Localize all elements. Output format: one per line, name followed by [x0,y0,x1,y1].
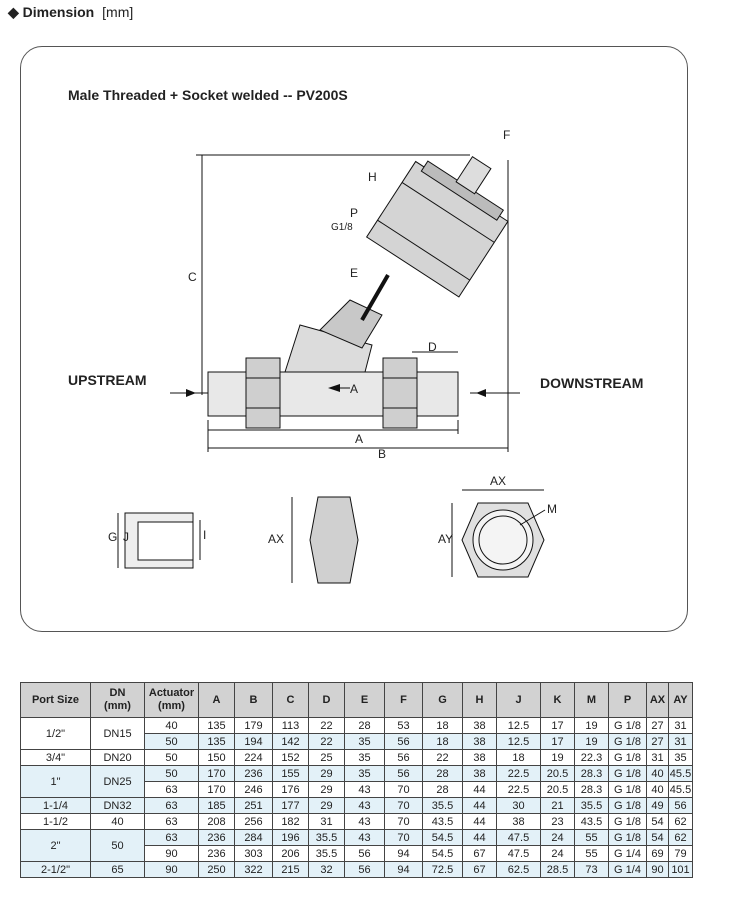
table-cell: 22 [309,718,345,734]
table-cell: 284 [235,830,273,846]
table-cell: G 1/8 [609,718,647,734]
table-cell: 50 [145,750,199,766]
table-cell: 28 [345,718,385,734]
heading-title: Dimension [22,4,95,20]
table-cell: 142 [273,734,309,750]
column-header: C [273,683,309,718]
table-cell: 21 [541,798,575,814]
table-cell: 67 [463,862,497,878]
table-cell: 18 [423,718,463,734]
table-cell: 194 [235,734,273,750]
table-cell: 38 [463,766,497,782]
heading-unit: [mm] [102,4,134,20]
table-cell: 47.5 [497,830,541,846]
table-cell: G 1/8 [609,750,647,766]
table-cell: 152 [273,750,309,766]
dim-label-p: P [350,206,359,220]
table-cell: 56 [385,766,423,782]
table-cell: 56 [345,846,385,862]
dim-label-j: J [123,530,129,544]
actuator [367,132,527,297]
column-header: AY [669,683,693,718]
downstream-label: DOWNSTREAM [540,375,644,391]
right-hex-nut [383,358,417,428]
table-cell: 56 [669,798,693,814]
table-cell: 18 [423,734,463,750]
table-cell: 62 [669,814,693,830]
port-size-cell: 2-1/2" [21,862,91,878]
table-cell: 22 [423,750,463,766]
table-cell: 40 [647,766,669,782]
table-cell: G 1/8 [609,766,647,782]
table-cell: 43 [345,814,385,830]
dim-label-a: A [355,432,364,446]
table-cell: 54 [647,830,669,846]
table-cell: 31 [309,814,345,830]
table-row [21,750,693,766]
table-cell: 45.5 [669,767,692,780]
column-header: J [497,683,541,718]
table-cell: 170 [199,766,235,782]
table-cell: 28.5 [541,862,575,878]
dn-cell: DN32 [91,798,145,814]
table-cell: 101 [669,862,693,878]
port-size-cell: 1-1/2 [21,814,91,830]
table-cell: 40 [145,718,199,734]
table-cell: 224 [235,750,273,766]
column-header: Actuator (mm) [145,683,199,718]
table-cell: 67 [463,846,497,862]
table-cell: 31 [647,750,669,766]
table-cell: 35 [345,750,385,766]
column-header: F [385,683,423,718]
table-cell: 22.5 [497,766,541,782]
table-cell: G 1/4 [609,846,647,862]
table-cell: 19 [575,734,609,750]
table-cell: 47.5 [497,846,541,862]
table-cell: 53 [385,718,423,734]
table-cell: 31 [669,734,693,750]
table-cell: G 1/8 [609,830,647,846]
table-cell: 70 [385,814,423,830]
table-cell: 38 [463,750,497,766]
table-cell: 25 [309,750,345,766]
table-cell: 22 [309,734,345,750]
table-cell: 35 [345,734,385,750]
table-cell: 90 [145,846,199,862]
dim-label-d: D [428,340,437,354]
table-header-row [21,683,693,718]
table-cell: 35.5 [309,846,345,862]
dim-label-ax-end: AX [490,474,507,488]
table-cell: 179 [235,718,273,734]
table-cell: 28 [423,782,463,798]
column-header: B [235,683,273,718]
table-cell: 236 [235,766,273,782]
table-cell: 38 [497,814,541,830]
table-cell: 90 [145,862,199,878]
dim-label-h: H [368,170,377,184]
port-size-cell: 1-1/4 [21,798,91,814]
table-cell: 43.5 [423,814,463,830]
table-cell: G 1/8 [609,782,647,798]
port-size-cell: 2" [21,830,91,862]
diamond-icon: ◆ [8,4,19,20]
table-cell: 55 [575,830,609,846]
table-cell: 94 [385,846,423,862]
table-cell: 135 [199,734,235,750]
table-cell: 55 [575,846,609,862]
table-cell: 63 [145,830,199,846]
table-cell: 185 [199,798,235,814]
table-cell: 90 [647,862,669,878]
table-cell: 30 [497,798,541,814]
table-cell: 63 [145,814,199,830]
table-cell: 63 [145,782,199,798]
table-cell: 176 [273,782,309,798]
table-cell: 23 [541,814,575,830]
table-cell: 28.3 [575,782,609,798]
dim-label-ax-side: AX [268,532,285,546]
dn-cell: 40 [91,814,145,830]
dim-label-b: B [378,447,387,461]
column-header: AX [647,683,669,718]
table-cell: 69 [647,846,669,862]
table-cell: 79 [669,846,693,862]
table-cell: 35 [669,750,693,766]
dn-cell: DN25 [91,766,145,798]
table-cell: 49 [647,798,669,814]
table-cell: 56 [345,862,385,878]
column-header: DN (mm) [91,683,145,718]
table-cell: 38 [463,734,497,750]
table-cell: 70 [385,798,423,814]
table-cell: 32 [309,862,345,878]
table-cell: 135 [199,718,235,734]
table-cell: 54 [647,814,669,830]
table-cell: 28 [423,766,463,782]
table-cell: 250 [199,862,235,878]
table-cell: 17 [541,734,575,750]
table-cell: 251 [235,798,273,814]
dim-label-i: I [203,528,207,542]
table-cell: 44 [463,814,497,830]
table-cell: 44 [463,830,497,846]
table-cell: 256 [235,814,273,830]
left-hex-nut [246,358,280,428]
table-cell: 40 [647,782,669,798]
table-cell: G 1/4 [609,862,647,878]
column-header: A [199,683,235,718]
table-cell: 35 [345,766,385,782]
dim-label-f: F [503,128,511,142]
table-cell: 44 [463,782,497,798]
table-cell: 63 [145,798,199,814]
column-header: M [575,683,609,718]
table-cell: 29 [309,766,345,782]
table-cell: 43.5 [575,814,609,830]
dn-cell: DN20 [91,750,145,766]
table-cell: 44 [463,798,497,814]
dim-label-m: M [547,502,557,516]
table-cell: 22.5 [497,782,541,798]
table-cell: 45.5 [669,783,692,796]
dim-label-c: C [188,270,197,284]
port-size-cell: 3/4" [21,750,91,766]
table-cell: 54.5 [423,846,463,862]
dim-label-e: E [350,266,359,280]
table-cell: 303 [235,846,273,862]
table-cell: 206 [273,846,309,862]
table-cell: 22.3 [575,750,609,766]
table-cell: 56 [385,750,423,766]
table-cell: 70 [385,782,423,798]
table-cell: 12.5 [497,718,541,734]
table-row [21,830,693,846]
table-cell: 196 [273,830,309,846]
table-cell: 24 [541,846,575,862]
table-cell: 27 [647,718,669,734]
table-cell: 72.5 [423,862,463,878]
table-cell: 43 [345,782,385,798]
model-title: Male Threaded + Socket welded -- PV200S [68,87,348,103]
table-cell: 150 [199,750,235,766]
table-cell: 35.5 [309,830,345,846]
table-cell: 20.5 [541,766,575,782]
hex-side-view [310,497,358,583]
upstream-label: UPSTREAM [68,372,147,388]
table-cell: 20.5 [541,782,575,798]
column-header: H [463,683,497,718]
table-cell: 322 [235,862,273,878]
table-cell: 17 [541,718,575,734]
table-cell: 155 [273,766,309,782]
column-header: G [423,683,463,718]
table-cell: 56 [385,734,423,750]
table-cell: 24 [541,830,575,846]
table-row [21,718,693,734]
table-cell: 62 [669,830,693,846]
table-cell: 29 [309,782,345,798]
table-cell: 177 [273,798,309,814]
column-header: Port Size [21,683,91,718]
port-size-cell: 1" [21,766,91,798]
table-row [21,862,693,878]
table-cell: 73 [575,862,609,878]
dimension-table [20,682,693,878]
table-cell: 35.5 [423,798,463,814]
dn-cell: 65 [91,862,145,878]
table-cell: 50 [145,766,199,782]
table-cell: 18 [497,750,541,766]
table-cell: 170 [199,782,235,798]
table-row [21,798,693,814]
table-cell: 28.3 [575,766,609,782]
dn-cell: 50 [91,830,145,862]
column-header: D [309,683,345,718]
column-header: E [345,683,385,718]
table-cell: G 1/8 [609,814,647,830]
table-cell: 19 [575,718,609,734]
port-size-cell: 1/2" [21,718,91,750]
dim-label-ay: AY [438,532,454,546]
column-header: K [541,683,575,718]
table-cell: 50 [145,734,199,750]
port-label-g18: G1/8 [331,222,353,233]
table-cell: 43 [345,830,385,846]
table-cell: 113 [273,718,309,734]
column-header: P [609,683,647,718]
table-cell: 43 [345,798,385,814]
table-row [21,766,693,782]
table-cell: 246 [235,782,273,798]
table-cell: 70 [385,830,423,846]
table-cell: G 1/8 [609,734,647,750]
table-cell: 12.5 [497,734,541,750]
table-cell: G 1/8 [609,798,647,814]
table-cell: 38 [463,718,497,734]
table-cell: 236 [199,846,235,862]
table-row [21,814,693,830]
table-cell: 54.5 [423,830,463,846]
dim-label-g: G [108,530,118,544]
table-cell: 215 [273,862,309,878]
flow-label-a: A [350,382,359,396]
table-cell: 208 [199,814,235,830]
table-cell: 236 [199,830,235,846]
dn-cell: DN15 [91,718,145,750]
table-cell: 27 [647,734,669,750]
table-cell: 29 [309,798,345,814]
table-cell: 182 [273,814,309,830]
table-cell: 35.5 [575,798,609,814]
table-cell: 19 [541,750,575,766]
table-cell: 31 [669,718,693,734]
table-cell: 94 [385,862,423,878]
table-cell: 62.5 [497,862,541,878]
